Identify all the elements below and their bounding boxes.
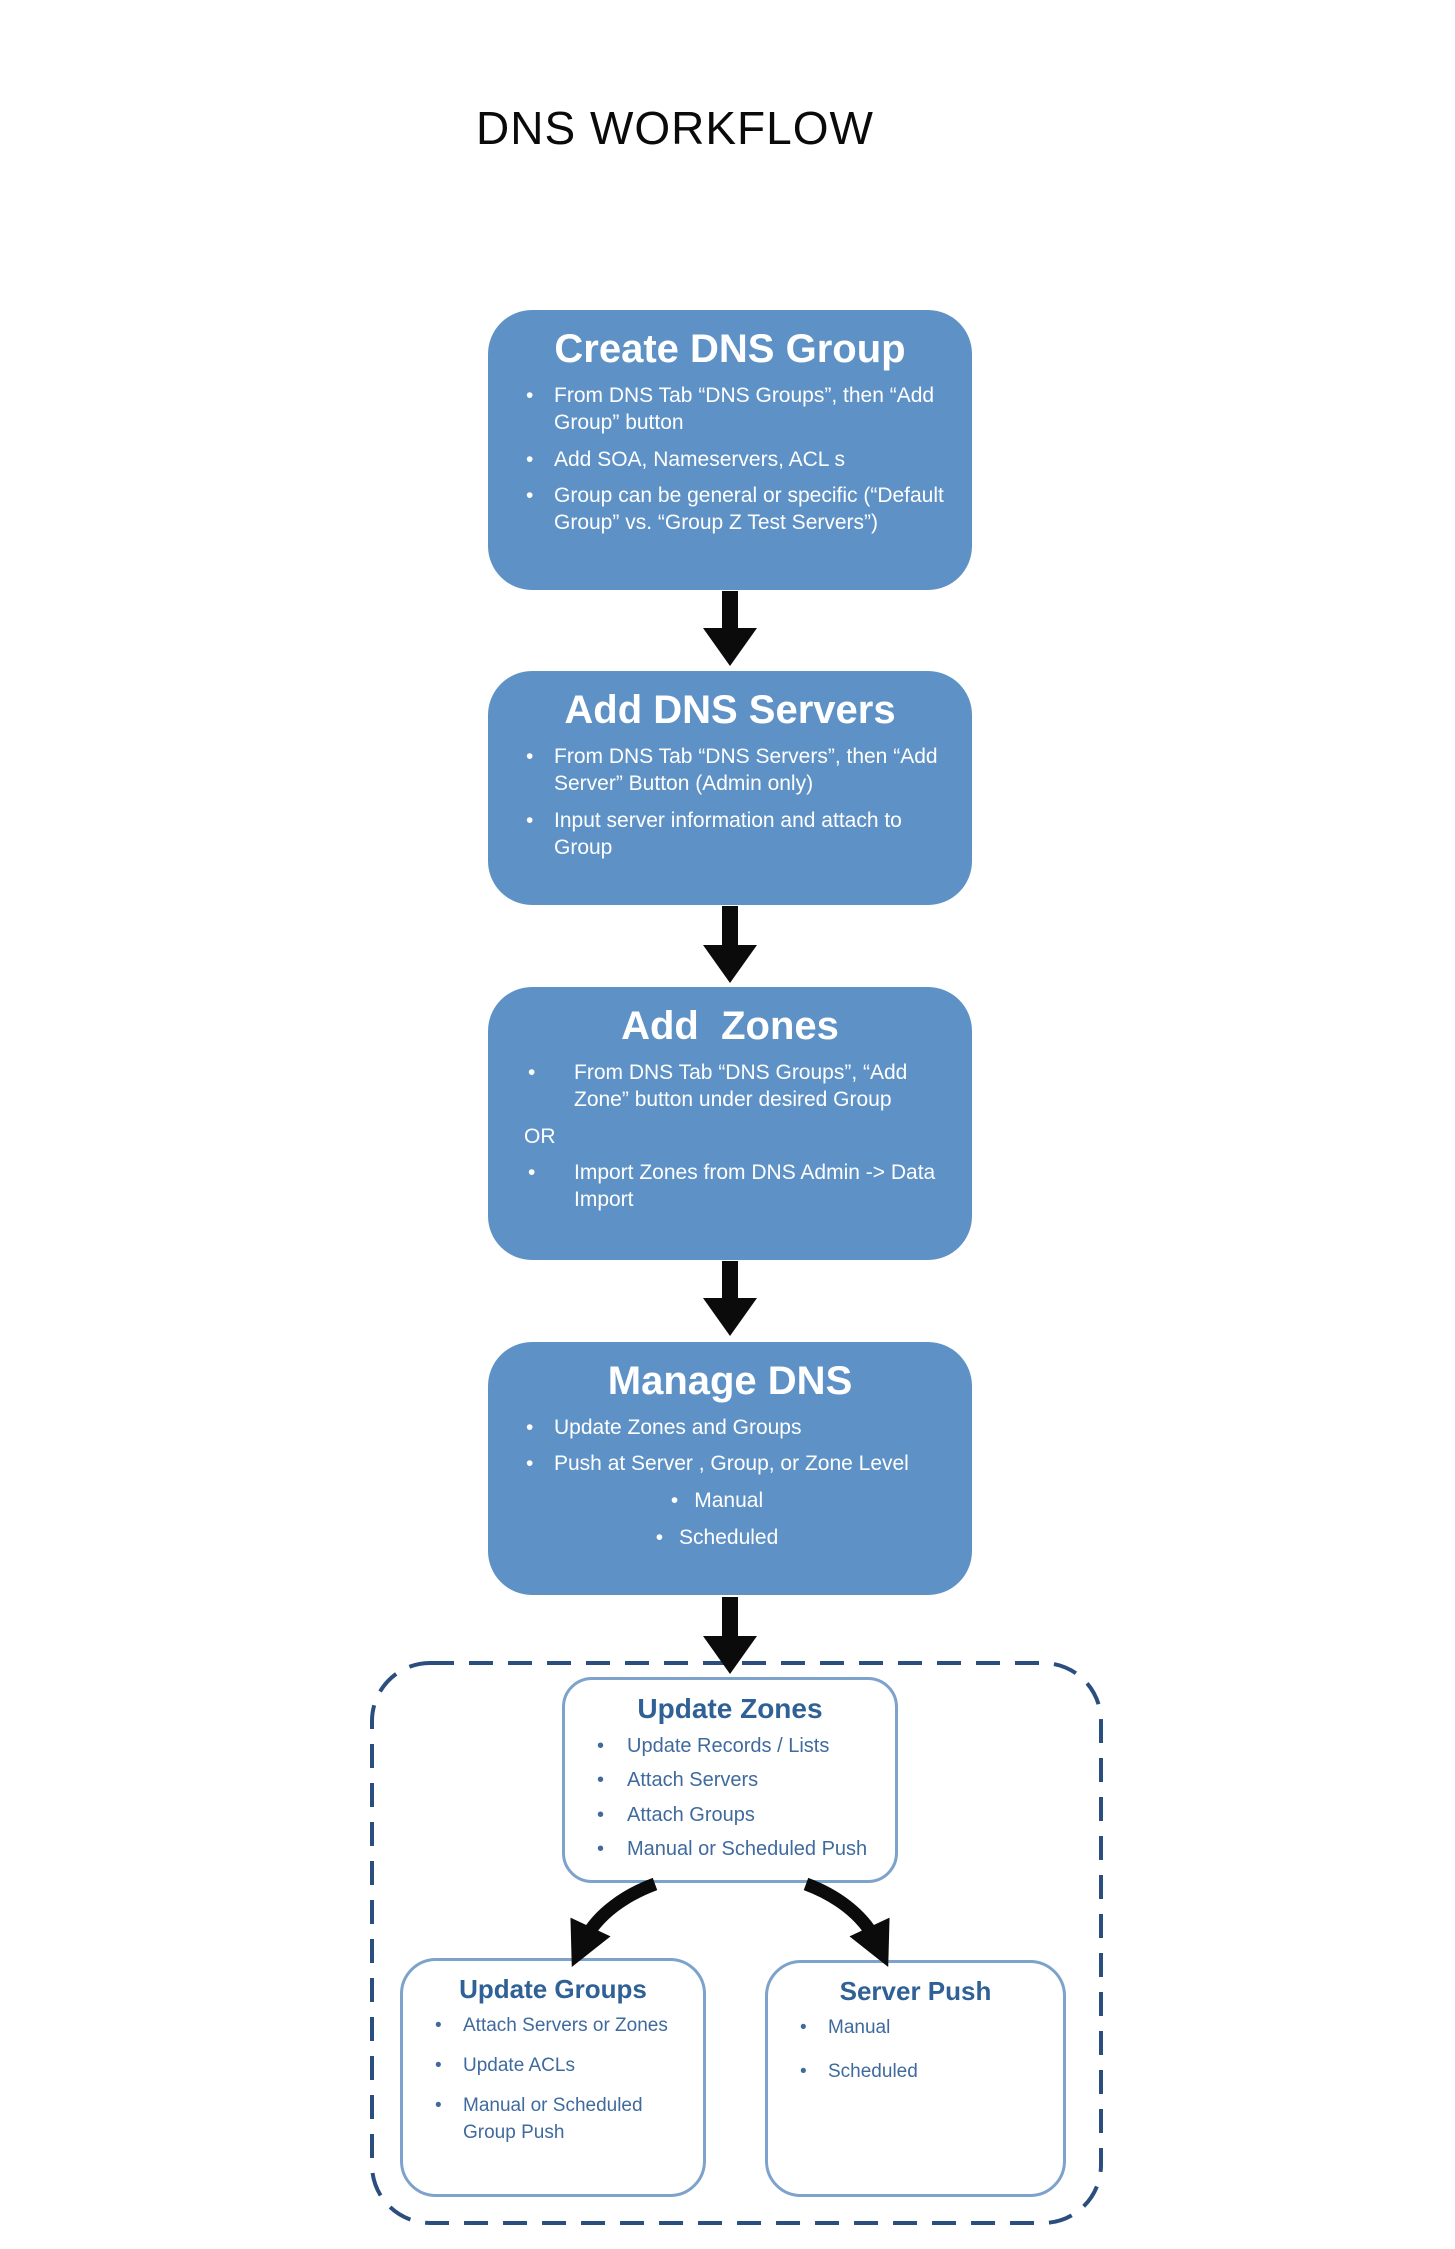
flow-box-add-dns-servers [488,671,972,905]
bullet-item: • Update Records / Lists [565,1733,885,1759]
bullet-list [488,1059,946,1213]
bullet-item: • Update Zones and Groups [488,1414,946,1441]
bullet-item: • From DNS Tab “DNS Servers”, then “Add Server” Button (Admin only) [488,743,946,798]
bullet-item: • Scheduled [768,2059,1053,2086]
box-title: Update Groups [459,1974,647,2004]
bullet-list [403,2013,693,2147]
box-title: Create DNS Group [554,327,906,371]
bullet-item: • Attach Servers [565,1767,885,1793]
detail-box-update-zones [562,1677,898,1883]
bullet-item: • Add SOA, Nameservers, ACL s [488,446,946,473]
sub-bullet-item: • Manual [488,1487,946,1514]
bullet-item: • Update ACLs [403,2053,693,2080]
bullet-list [768,2015,1053,2086]
page-title: DNS WORKFLOW [476,102,874,154]
bullet-item: • Push at Server , Group, or Zone Level [488,1450,946,1477]
bullet-list [488,743,946,861]
arrow-down-1-icon [703,591,757,666]
curved-arrow-left-icon [583,1884,655,1943]
bullet-item: • Import Zones from DNS Admin -> Data Import [488,1159,946,1214]
bullet-item: • From DNS Tab “DNS Groups”, then “Add Group” button [488,382,946,437]
or-separator: OR [524,1124,556,1148]
arrow-down-4-icon [703,1597,757,1674]
box-title: Update Zones [637,1693,823,1724]
bullet-item: • Group can be general or specific (“Default Group” vs. “Group Z Test Servers”) [488,482,946,537]
bullet-item: • Manual or Scheduled Group Push [403,2093,693,2147]
box-title: Add DNS Servers [564,688,896,732]
bullet-item: • Manual or Scheduled Push [565,1836,885,1862]
bullet-item: • Input server information and attach to Group [488,807,946,862]
bullet-item: • Manual [768,2015,1053,2042]
box-title: Add Zones [621,1004,839,1048]
bullet-item: • Attach Groups [565,1802,885,1828]
sub-bullet-item: • Scheduled [488,1524,946,1551]
detail-box-server-push [765,1960,1066,2197]
flow-box-add-zones [488,987,972,1260]
curved-arrow-right-icon [806,1884,877,1943]
box-title: Manage DNS [607,1359,853,1403]
flow-box-create-dns-group [488,310,972,590]
box-title: Server Push [839,1976,992,2006]
bullet-list [488,382,946,536]
detail-box-update-groups [400,1958,706,2197]
bullet-list [565,1733,885,1863]
flow-box-manage-dns [488,1342,972,1595]
arrow-down-2-icon [703,906,757,983]
bullet-item: • Attach Servers or Zones [403,2013,693,2040]
bullet-list [488,1414,946,1551]
bullet-item: • From DNS Tab “DNS Groups”, “Add Zone” button under desired Group [488,1059,946,1114]
arrow-down-3-icon [703,1261,757,1336]
